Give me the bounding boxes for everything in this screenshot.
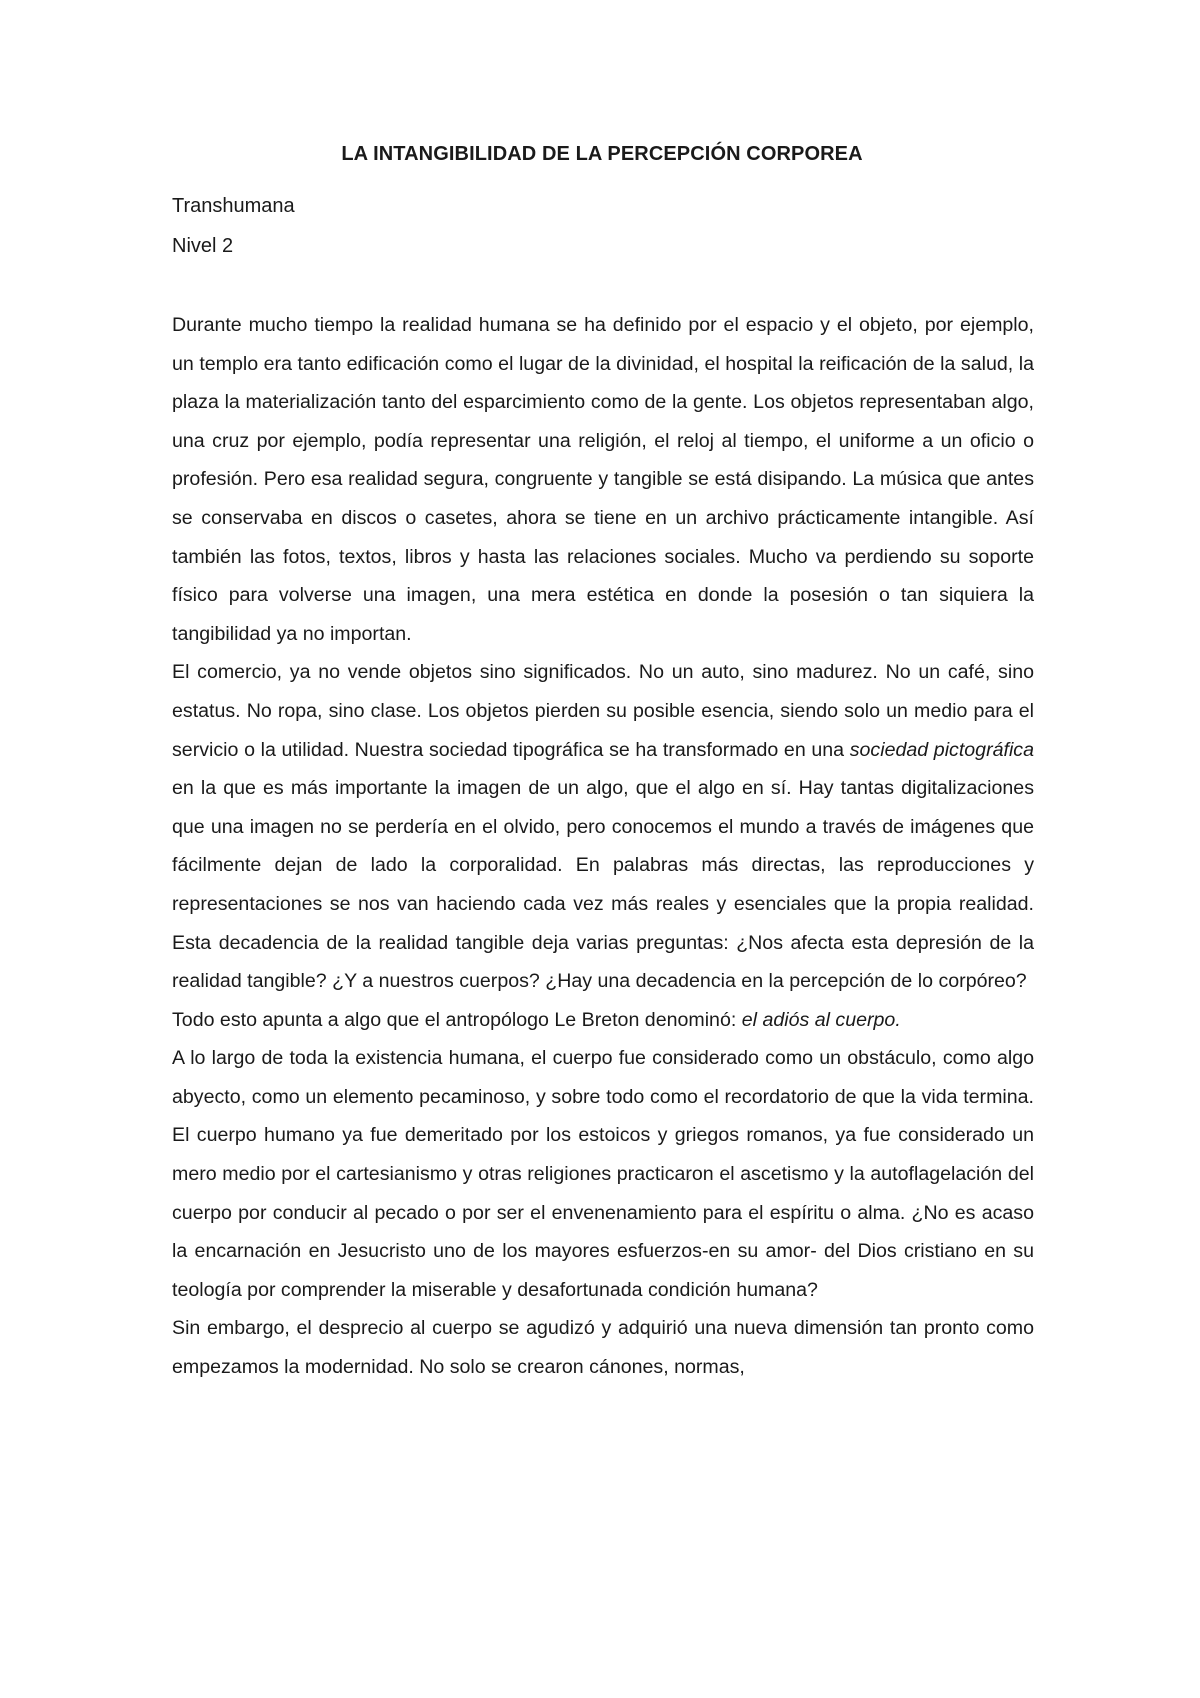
document-title: LA INTANGIBILIDAD DE LA PERCEPCIÓN CORPOREA	[341, 143, 863, 165]
paragraph-3-italic-term: el adiós al cuerpo.	[741, 1008, 901, 1031]
paragraph-1: Durante mucho tiempo la realidad humana se ha definido por el espacio y el objeto, por ejemplo, un templo era tanto edificación como el lugar de la divinidad, el hospital la reificación de la salud, la plaza la materialización tanto del esparcimiento como de la gente. Los objetos representaban algo, una cruz por ejemplo, podía representar una religión, el reloj al tiempo, el uniforme a un oficio o profesión. Pero esa realidad segura, congruente y tangible se está disipando. La música que antes se conservaba en discos o casetes, ahora se tiene en un archivo prácticamente intangible. Así también las fotos, textos, libros y hasta las relaciones sociales. Mucho va perdiendo su soporte físico para volverse una imagen, una mera estética en donde la posesión o tan siquiera la tangibilidad ya no importan.	[172, 314, 1034, 645]
paragraph-4: A lo largo de toda la existencia humana, el cuerpo fue considerado como un obstáculo, como algo abyecto, como un elemento pecaminoso, y sobre todo como el recordatorio de que la vida termina. El cuerpo humano ya fue demeritado por los estoicos y griegos romanos, ya fue considerado un mero medio por el cartesianismo y otras religiones practicaron el ascetismo y la autoflagelación del cuerpo por conducir al pecado o por ser el envenenamiento para el espíritu o alma. ¿No es acaso la encarnación en Jesucristo uno de los mayores esfuerzos-en su amor- del Dios cristiano en su teología por comprender la miserable y desafortunada condición humana?	[172, 1047, 1034, 1301]
paragraph-5: Sin embargo, el desprecio al cuerpo se agudizó y adquirió una nueva dimensión tan pronto como empezamos la modernidad. No solo se crearon cánones, normas,	[172, 1317, 1034, 1379]
paragraph-2-italic-term: sociedad pictográfica	[849, 738, 1034, 761]
document-level: Nivel 2	[172, 235, 234, 257]
paragraph-2-text-a: El comercio, ya no vende objetos sino significados. No un auto, sino madurez. No un café, sino estatus. No ropa, sino clase. Los objetos pierden su posible esencia, siendo solo un medio para el servicio o la utilidad. Nuestra sociedad tipográfica se ha transformado en una	[172, 661, 1034, 761]
paragraph-2-text-b: en la que es más importante la imagen de un algo, que el algo en sí. Hay tantas digitalizaciones que una imagen no se perdería en el olvido, pero conocemos el mundo a través de imágenes que fácilmente dejan de lado la corporalidad. En palabras más directas, las reproducciones y representaciones se nos van haciendo cada vez más reales y esenciales que la propia realidad. Esta decadencia de la realidad tangible deja varias preguntas: ¿Nos afecta esta depresión de la realidad tangible? ¿Y a nuestros cuerpos? ¿Hay una decadencia en la percepción de lo corpóreo?	[172, 777, 1034, 993]
document-body	[172, 306, 1034, 1387]
paragraph-3-text: Todo esto apunta a algo que el antropólogo Le Breton denominó:	[172, 1008, 742, 1031]
paragraph-2	[172, 653, 1034, 1000]
paragraph-3	[172, 1001, 1034, 1040]
document-author: Transhumana	[172, 195, 295, 217]
